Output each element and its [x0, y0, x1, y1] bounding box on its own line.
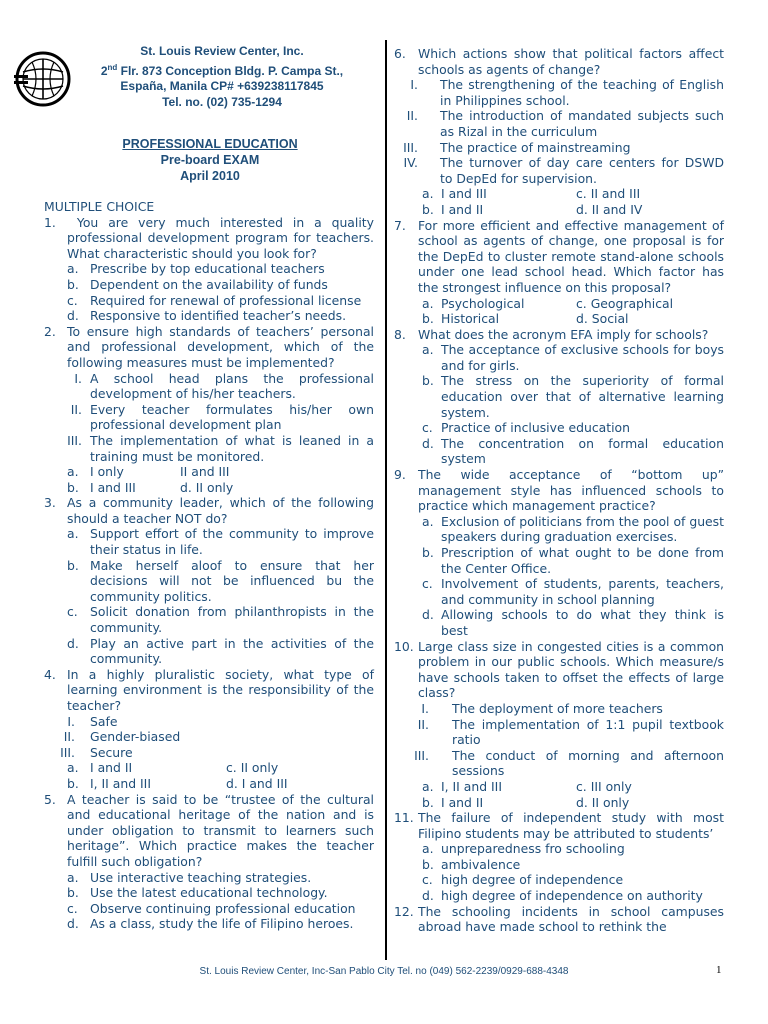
question-4 — [44, 667, 374, 714]
option-letter: c. — [67, 292, 78, 308]
option-text: high degree of independence — [441, 872, 624, 888]
statement-text: The conduct of morning and afternoon sessions — [452, 747, 724, 779]
option-text: Use interactive teaching strategies. — [90, 869, 312, 885]
question-text: For more efficient and effective management of school as agents of change, one proposal is for the DepEd to cluster remote stand-alone schools under one lead school head. Which factor has the strongest influence on this proposal? — [418, 217, 724, 295]
option-letter: b. — [422, 311, 434, 327]
option-letter: d. — [67, 308, 79, 324]
option-d — [44, 636, 374, 667]
option-a — [394, 514, 724, 545]
statement-i — [394, 77, 724, 108]
option-d-text: d. I and III — [226, 775, 288, 791]
statement-text: Gender-biased — [90, 729, 181, 745]
option-text: Dependent on the availability of funds — [90, 276, 328, 292]
question-text: The wide acceptance of “bottom up” management style has influenced schools to practice which management practice? — [418, 467, 724, 514]
option-text: Prescription of what ought to be done from the Center Office. — [441, 545, 724, 576]
option-letter: d. — [422, 888, 434, 904]
option-c — [394, 420, 724, 436]
option-letter: d. — [422, 435, 434, 451]
roman-numeral: II. — [406, 108, 418, 124]
statement-text: The deployment of more teachers — [452, 700, 663, 716]
letterhead — [70, 44, 374, 110]
option-a — [44, 526, 374, 557]
page-footer: St. Louis Review Center, Inc-San Pablo City Tel. no (049) 562-2239/0929-688-4348 — [199, 966, 569, 977]
option-row — [44, 776, 374, 792]
question-text: The schooling incidents in school campuses abroad have made school to rethink the — [418, 903, 724, 935]
address-line — [70, 60, 374, 80]
option-letter: a. — [67, 760, 79, 776]
floor-suffix: nd — [107, 62, 118, 72]
option-letter: c. — [67, 900, 78, 916]
option-b — [44, 558, 374, 605]
option-letter: b. — [67, 479, 79, 495]
statement-ii — [394, 108, 724, 139]
exam-date: April 2010 — [180, 169, 240, 183]
option-d-text: d. II and IV — [576, 201, 643, 217]
telephone-line: Tel. no. (02) 735-1294 — [162, 94, 282, 109]
question-text: A teacher is said to be “trustee of the cultural and educational heritage of the nation and is under obligation to transmit to learners such heritage”. Which practice makes the teacher fulfill such obligation? — [67, 791, 374, 869]
option-c-text: c. Geographical — [576, 295, 674, 311]
option-b — [394, 857, 724, 873]
option-c — [44, 293, 374, 309]
question-number: 11. — [394, 810, 414, 826]
statement-text: The introduction of mandated subjects such as Rizal in the curriculum — [440, 108, 724, 139]
statement-i — [394, 701, 724, 717]
question-9 — [394, 467, 724, 514]
option-text: Observe continuing professional education — [90, 900, 356, 916]
review-center-logo — [14, 50, 72, 108]
left-column — [44, 199, 374, 932]
option-row — [44, 480, 374, 496]
question-number: 10. — [394, 638, 414, 654]
option-b-text: Historical — [441, 311, 500, 327]
question-11 — [394, 810, 724, 841]
statement-iii — [44, 745, 374, 761]
option-letter: b. — [67, 276, 79, 292]
option-text: Play an active part in the activities of the community. — [90, 635, 374, 667]
option-text: The stress on the superiority of formal education over that of alternative learning system. — [441, 373, 724, 420]
statement-text: The strengthening of the teaching of English in Philippines school. — [440, 77, 724, 108]
question-number: 4. — [44, 666, 56, 682]
option-b-text: I, II and III — [90, 775, 151, 791]
option-b — [394, 545, 724, 576]
option-b-text: I and III — [90, 479, 136, 495]
option-b — [44, 885, 374, 901]
option-text: Practice of inclusive education — [441, 420, 630, 436]
option-text: Allowing schools to do what they think is best — [441, 607, 724, 638]
question-text: To ensure high standards of teachers’ personal and professional development, which of the following measures must be implemented? — [67, 323, 374, 370]
option-row — [394, 296, 724, 312]
section-heading: MULTIPLE CHOICE — [44, 199, 155, 214]
roman-numeral: III. — [67, 432, 82, 448]
statement-text: Every teacher formulates his/her own professional development plan — [90, 401, 374, 433]
page-number: 1 — [716, 964, 722, 976]
option-a — [394, 342, 724, 373]
option-c-text: c. II and III — [576, 186, 641, 202]
statement-text: The implementation of what is leaned in a training must be monitored. — [90, 432, 374, 464]
statement-iii — [394, 748, 724, 779]
question-number: 8. — [394, 326, 406, 342]
option-b-text: I and II — [441, 201, 484, 217]
option-row — [394, 795, 724, 811]
question-10 — [394, 639, 724, 701]
option-letter: a. — [67, 464, 79, 480]
option-c-text: c. II only — [226, 760, 279, 776]
option-d — [394, 436, 724, 467]
option-a-text: I only — [90, 464, 124, 480]
option-letter: c. — [422, 576, 433, 592]
city-phone-line: España, Manila CP# +639238117845 — [120, 79, 324, 94]
option-d — [394, 888, 724, 904]
option-a — [44, 870, 374, 886]
roman-numeral: II. — [63, 729, 75, 745]
option-c — [394, 872, 724, 888]
option-d — [44, 916, 374, 932]
question-text: In a highly pluralistic society, what type of learning environment is the responsibility of the teacher? — [67, 666, 374, 713]
option-text: high degree of independence on authority — [441, 888, 703, 904]
option-row — [44, 464, 374, 480]
question-7 — [394, 218, 724, 296]
question-text: As a community leader, which of the following should a teacher NOT do? — [67, 495, 374, 526]
question-1 — [44, 215, 374, 262]
statement-i — [44, 714, 374, 730]
option-row — [394, 779, 724, 795]
question-text: The failure of independent study with most Filipino students may be attributed to students’ — [418, 810, 724, 841]
option-letter: c. — [422, 420, 433, 436]
option-letter: a. — [67, 526, 79, 542]
question-text: You are very much interested in a quality professional development program for teachers. What characteristic should you look for? — [67, 214, 374, 261]
question-8 — [394, 327, 724, 343]
floor-number: 2 — [100, 63, 108, 78]
center-name: St. Louis Review Center, Inc. — [140, 44, 304, 58]
address-text: Flr. 873 Conception Bldg. P. Campa St., — [117, 63, 344, 78]
statement-ii — [44, 402, 374, 433]
option-text: unpreparedness fro schooling — [441, 841, 625, 857]
option-text: ambivalence — [441, 856, 521, 872]
question-number: 1. — [44, 214, 56, 230]
option-text: Prescribe by top educational teachers — [90, 261, 325, 277]
option-b-text: I and II — [441, 794, 484, 810]
statement-text: Safe — [90, 713, 118, 729]
option-text: Make herself aloof to ensure that her decisions will not be influenced bu the community politics. — [90, 557, 374, 604]
option-text: Exclusion of politicians from the pool of guest speakers during graduation exercises. — [441, 513, 724, 545]
right-column — [394, 46, 724, 935]
option-letter: c. — [422, 872, 433, 888]
option-d — [394, 607, 724, 638]
option-text: Responsive to identified teacher’s needs. — [90, 308, 347, 324]
column-divider — [385, 40, 387, 960]
option-text: Support effort of the community to improve their status in life. — [90, 526, 374, 558]
roman-numeral: I. — [67, 713, 75, 729]
option-c — [44, 604, 374, 635]
option-letter: b. — [422, 794, 434, 810]
statement-ii — [44, 729, 374, 745]
roman-numeral: III. — [403, 139, 418, 155]
option-letter: b. — [422, 545, 434, 560]
option-letter: b. — [422, 201, 434, 217]
question-number: 3. — [44, 495, 56, 511]
question-number: 9. — [394, 467, 406, 483]
option-c-text: c. III only — [576, 778, 632, 794]
statement-text: The implementation of 1:1 pupil textbook ratio — [452, 716, 724, 748]
option-b — [394, 373, 724, 420]
roman-numeral: II. — [417, 716, 429, 732]
question-text: Large class size in congested cities is a common problem in our public schools. Which measure/s have schools taken to offset the effects of large class? — [418, 638, 724, 701]
option-d-text: d. II only — [180, 479, 234, 495]
option-letter: a. — [67, 261, 79, 277]
roman-numeral: III. — [60, 744, 75, 760]
option-letter: b. — [67, 885, 79, 901]
option-d-text: d. Social — [576, 311, 629, 327]
option-a-text: I, II and III — [441, 778, 502, 794]
statement-i — [44, 371, 374, 402]
option-row — [394, 186, 724, 202]
statement-text: A school head plans the professional development of his/her teachers. — [90, 370, 374, 402]
statement-iii — [394, 140, 724, 156]
option-letter: b. — [67, 775, 79, 791]
statement-text: The practice of mainstreaming — [440, 139, 631, 155]
option-letter: b. — [422, 856, 434, 872]
question-12 — [394, 904, 724, 935]
statement-iii — [44, 433, 374, 464]
statement-ii — [394, 717, 724, 748]
option-text: Use the latest educational technology. — [90, 885, 328, 901]
roman-numeral: I. — [421, 700, 429, 716]
question-text: What does the acronym EFA imply for schools? — [418, 326, 709, 342]
roman-numeral: I. — [74, 370, 82, 386]
statement-iv — [394, 155, 724, 186]
option-row — [394, 202, 724, 218]
statement-text: The turnover of day care centers for DSWD to DepEd for supervision. — [440, 155, 724, 186]
option-c — [394, 576, 724, 607]
roman-numeral: III. — [414, 747, 429, 763]
option-letter: b. — [422, 373, 434, 389]
option-row — [44, 760, 374, 776]
question-number: 5. — [44, 791, 56, 807]
option-letter: a. — [67, 869, 79, 885]
option-b — [44, 277, 374, 293]
option-c-text: II and III — [180, 464, 230, 480]
question-3 — [44, 495, 374, 526]
option-letter: c. — [67, 604, 78, 620]
option-letter: a. — [422, 841, 434, 857]
question-2 — [44, 324, 374, 371]
option-d-text: d. II only — [576, 794, 630, 810]
option-letter: a. — [422, 342, 434, 358]
option-d — [44, 308, 374, 324]
question-number: 2. — [44, 323, 56, 339]
option-letter: d. — [422, 607, 434, 623]
option-letter: b. — [67, 557, 79, 573]
statement-text: Secure — [90, 744, 133, 760]
question-number: 7. — [394, 217, 406, 233]
option-a — [44, 261, 374, 277]
subject-title: PROFESSIONAL EDUCATION — [122, 137, 298, 151]
option-letter: a. — [422, 513, 434, 529]
option-letter: a. — [422, 778, 434, 794]
exam-type: Pre-board EXAM — [160, 153, 260, 167]
option-a-text: I and III — [441, 186, 487, 202]
exam-title — [40, 136, 380, 184]
option-row — [394, 311, 724, 327]
roman-numeral: II. — [70, 401, 82, 417]
question-number: 12. — [394, 903, 414, 919]
roman-numeral: IV. — [403, 155, 418, 171]
option-a-text: Psychological — [441, 295, 525, 311]
question-5 — [44, 792, 374, 870]
question-number: 6. — [394, 46, 406, 61]
option-text: As a class, study the life of Filipino heroes. — [90, 916, 354, 932]
option-a-text: I and II — [90, 760, 133, 776]
question-text: Which actions show that political factors affect schools as agents of change? — [418, 46, 724, 77]
option-text: The concentration on formal education system — [441, 435, 724, 467]
option-text: Required for renewal of professional license — [90, 292, 362, 308]
option-letter: d. — [67, 635, 79, 651]
option-a — [394, 841, 724, 857]
option-text: The acceptance of exclusive schools for boys and for girls. — [441, 342, 724, 373]
question-6 — [394, 46, 724, 77]
option-text: Solicit donation from philanthropists in the community. — [90, 604, 374, 636]
option-text: Involvement of students, parents, teachers, and community in school planning — [441, 576, 724, 607]
option-letter: d. — [67, 916, 79, 932]
option-c — [44, 901, 374, 917]
option-letter: a. — [422, 186, 434, 202]
roman-numeral: I. — [410, 77, 418, 93]
option-letter: a. — [422, 295, 434, 311]
